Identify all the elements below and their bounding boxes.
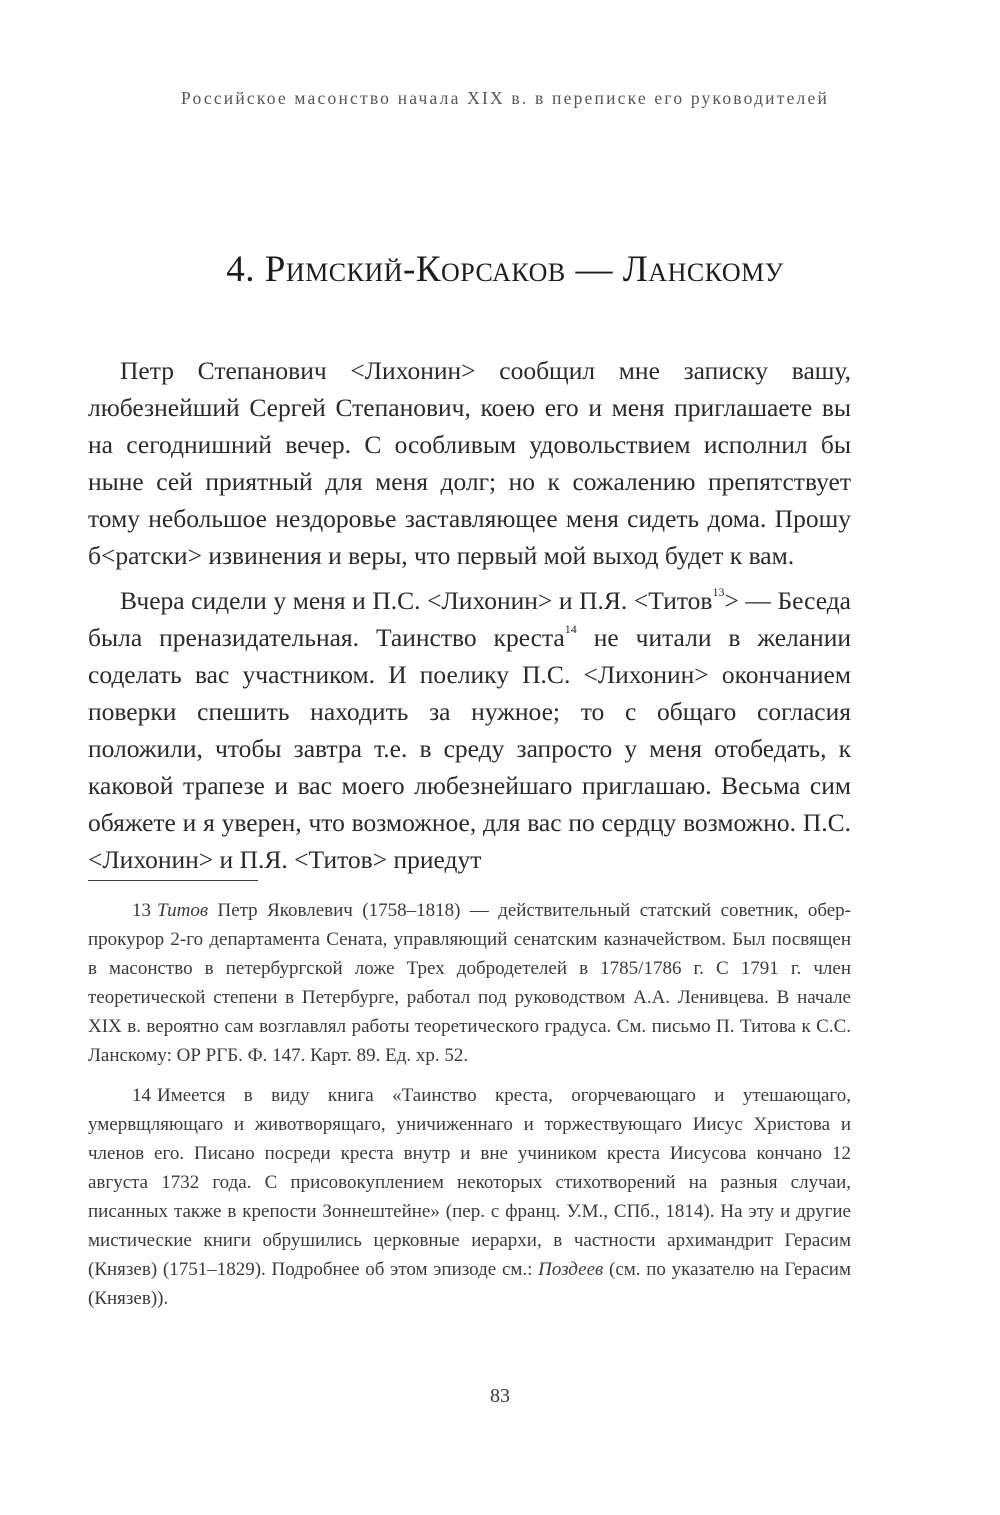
footnote-14-text-a: Имеется в виду книга «Таинство креста, огорчевающаго и утешающаго, умервщляющаго и животворящаго, уничиженнаго и торжествующаго Иисус Христова и членов его. Писано посреди креста внутр и вне учиником креста Иисусова кончано 12 августа 1732 года. С присовокуплением некоторых стихотворений на разныя случаи, писанных также в крепости Зоннештейне» (пер. с франц. У.М., СПб., 1814). На эту и другие мистические книги обрушились церковные иерархи, в частности архимандрит Герасим (Князев) (1751–1829). Подробнее об этом эпизоде см.: xyxy=(88,1085,851,1280)
page-number: 83 xyxy=(490,1385,510,1407)
footnote-14-reference: Поздеев xyxy=(538,1259,604,1280)
footnote-13-text: Петр Яковлевич (1758–1818) — действительный статский советник, обер-прокурор 2-го департамента Сената, управляющий сенатским казначейством. Был посвящен в масонство в петербургской ложе Трех добродетелей в 1785/1786 г. С 1791 г. член теоретической степени в Петербурге, работал под руководством А.А. Ленивцева. В начале XIX в. вероятно сам возглавлял работы теоретического градуса. См. письмо П. Титова к С.С. Ланскому: ОР РГБ. Ф. 147. Карт. 89. Ед. хр. 52. xyxy=(88,900,851,1066)
footnote-14-text-b: (см. по указателю на Герасим (Князев)). xyxy=(88,1259,851,1309)
paragraph-2-part-b: > — Беседа была преназидательная. Таинство креста xyxy=(88,585,852,652)
footnote-14-number: 14 xyxy=(132,1085,151,1106)
paragraph-2-part-a: Вчера сидели у меня и П.С. <Лихонин> и П.Я. <Титов xyxy=(120,585,713,615)
paragraph-2-part-c: не читали в желании соделать вас участником. И поелику П.С. <Лихонин> окончанием поверки спешить находить за нужное; то с общаго согласия положили, чтобы завтра т.е. в среду запросто у меня отобедать, к каковой трапезе и вас моего любезнейшаго приглашаю. Весьма сим обяжете и я уверен, что возможное, для вас по сердцу возможно. П.С. <Лихонин> и П.Я. <Титов> приедут xyxy=(88,622,851,875)
chapter-title: 4. Римский-Корсаков — Ланскому xyxy=(226,249,784,290)
letter-body xyxy=(88,352,851,878)
footnote-14 xyxy=(88,1081,851,1313)
footnote-13 xyxy=(88,896,851,1070)
running-header: Российское масонство начала XIX в. в переписке его руководителей xyxy=(180,88,830,108)
footnote-13-name: Титов xyxy=(157,900,209,921)
footnote-separator xyxy=(88,880,258,881)
footnotes xyxy=(88,896,851,1313)
paragraph-1: Петр Степанович <Лихонин> сообщил мне записку вашу, любезнейший Сергей Степанович, коею его и меня приглашаете вы на сегоднишний вечер. С особливым удовольствием исполнил бы ныне сей приятный для меня долг; но к сожалению препятствует тому небольшое нездоровье заставляющее меня сидеть дома. Прошу б<ратски> извинения и веры, что первый мой выход будет к вам. xyxy=(88,356,851,571)
footnote-13-number: 13 xyxy=(132,900,151,921)
footnote-ref-14[interactable]: 14 xyxy=(564,621,577,636)
paragraph-2 xyxy=(88,582,851,879)
footnote-ref-13[interactable]: 13 xyxy=(712,584,725,599)
